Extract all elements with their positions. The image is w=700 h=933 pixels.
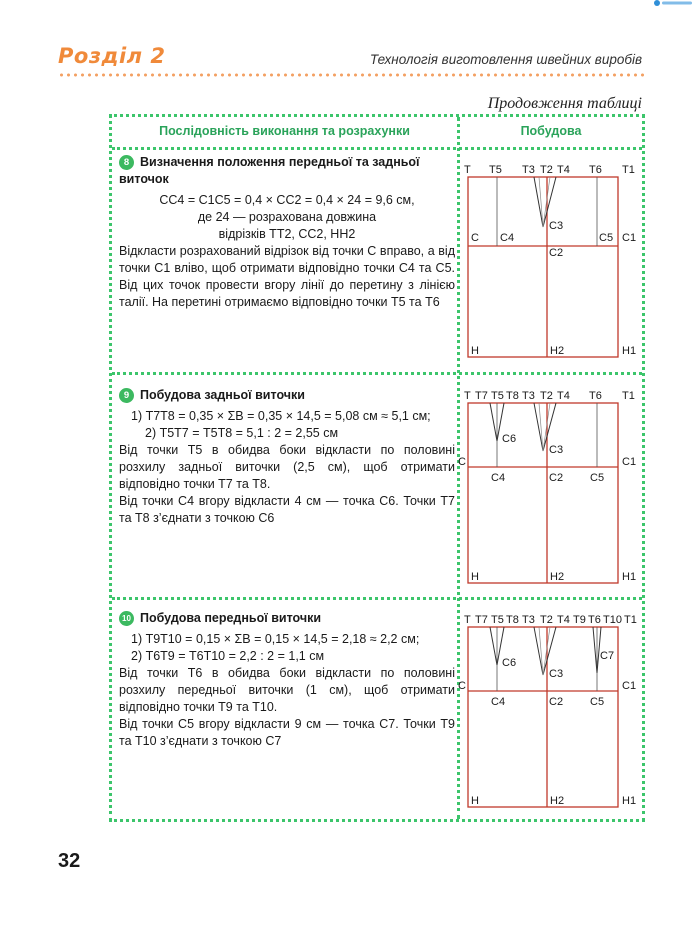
- step-number-badge: 8: [119, 155, 134, 170]
- label-T1: Т1: [624, 614, 637, 626]
- formula-line: де 24 — розрахована довжина: [197, 210, 377, 224]
- label-H1: Н1: [622, 795, 637, 807]
- label-C3: С3: [549, 668, 564, 680]
- label-T: Т: [464, 614, 471, 626]
- construction-table: [109, 114, 645, 822]
- label-C: С: [471, 232, 479, 244]
- step-title: [119, 154, 455, 188]
- label-T6: Т6: [588, 614, 601, 626]
- label-T5: Т5: [489, 164, 502, 176]
- label-C3: С3: [549, 444, 564, 456]
- label-T7: Т7: [475, 390, 488, 402]
- header-row-divider: [112, 147, 642, 150]
- step-number-badge: 10: [119, 611, 134, 626]
- table-continuation-label: Продовження таблиці: [487, 95, 642, 112]
- step-title: [119, 387, 455, 404]
- label-H2: Н2: [550, 795, 565, 807]
- pattern-drawing-1: [464, 161, 644, 361]
- label-H2: Н2: [550, 345, 565, 357]
- label-C1: С1: [622, 232, 637, 244]
- label-T8: Т8: [506, 390, 519, 402]
- step-10-text: [119, 610, 455, 750]
- label-T8: Т8: [506, 614, 519, 626]
- label-C4: С4: [491, 472, 506, 484]
- page-number: 32: [58, 850, 81, 872]
- step-description: Від точки С5 вгору відкласти 9 см — точка С7. Точки Т9 та Т10 з’єднати з точкою С7: [119, 717, 455, 748]
- label-T10: Т10: [603, 614, 622, 626]
- label-T: Т: [464, 390, 471, 402]
- label-C2: С2: [549, 247, 564, 259]
- pattern-drawing-2: [458, 389, 644, 589]
- step-title-text: Побудова передньої виточки: [140, 611, 322, 625]
- label-H: Н: [471, 571, 479, 583]
- label-T9: Т9: [573, 614, 586, 626]
- label-T2: Т2: [540, 164, 553, 176]
- label-C4: С4: [491, 696, 506, 708]
- step-title-text: Побудова задньої виточки: [140, 388, 305, 402]
- row-divider: [112, 372, 642, 375]
- label-C7: С7: [600, 650, 615, 662]
- label-H2: Н2: [550, 571, 565, 583]
- label-T1: Т1: [622, 164, 635, 176]
- label-T4: Т4: [557, 390, 570, 402]
- label-C2: С2: [549, 696, 564, 708]
- topic-title: Технологія виготовлення швейних виробів: [369, 52, 642, 67]
- step-description: Від точки С4 вгору відкласти 4 см — точка С6. Точки Т7 та Т8 з’єднати з точкою С6: [119, 494, 455, 525]
- label-T6: Т6: [589, 164, 602, 176]
- label-C1: С1: [622, 680, 637, 692]
- formula-line: СС4 = С1С5 = 0,4 × СС2 = 0,4 × 24 = 9,6 см,: [159, 193, 415, 207]
- label-T3: Т3: [522, 164, 535, 176]
- label-H: Н: [471, 345, 479, 357]
- label-T3: Т3: [522, 614, 535, 626]
- label-C6: С6: [502, 657, 517, 669]
- corner-logo-icon: [654, 0, 694, 6]
- label-T5: Т5: [491, 390, 504, 402]
- label-T7: Т7: [475, 614, 488, 626]
- label-H: Н: [471, 795, 479, 807]
- label-C5: С5: [599, 232, 614, 244]
- section-title: Розділ 2: [58, 44, 166, 68]
- label-H1: Н1: [622, 345, 637, 357]
- label-C5: С5: [590, 696, 605, 708]
- step-title: [119, 610, 455, 627]
- label-T2: Т2: [540, 390, 553, 402]
- column-header-construction: Побудова: [520, 124, 582, 138]
- step-title-text: Визначення положення передньої та задньої виточок: [119, 155, 420, 186]
- formula-line: 1) Т7Т8 = 0,35 × ΣВ = 0,35 × 14,5 = 5,08 см ≈ 5,1 см;: [131, 409, 431, 423]
- label-C5: С5: [590, 472, 605, 484]
- label-T2: Т2: [540, 614, 553, 626]
- label-C: С: [458, 456, 466, 468]
- step-9-text: [119, 387, 455, 527]
- step-8-text: [119, 154, 455, 311]
- step-description: Від точки Т5 в обидва боки відкласти по половині розхилу задньої виточки (2,5 см), щоб отримати відповідно точки Т7 та Т8.: [119, 443, 455, 491]
- header-divider: [58, 73, 644, 77]
- label-H1: Н1: [622, 571, 637, 583]
- label-T1: Т1: [622, 390, 635, 402]
- row-divider: [112, 597, 642, 600]
- label-T4: Т4: [557, 164, 570, 176]
- pattern-drawing-3: [458, 613, 644, 813]
- label-T6: Т6: [589, 390, 602, 402]
- formula-line: 1) Т9Т10 = 0,15 × ΣВ = 0,15 × 14,5 = 2,18 ≈ 2,2 см;: [131, 632, 420, 646]
- formula-line: відрізків ТТ2, СС2, НН2: [218, 227, 356, 241]
- label-T4: Т4: [557, 614, 570, 626]
- formula-line: 2) Т5Т7 = Т5Т8 = 5,1 : 2 = 2,55 см: [145, 426, 339, 440]
- label-T3: Т3: [522, 390, 535, 402]
- step-description: Відкласти розрахований відрізок від точки С вправо, а від точки С1 вліво, щоб отримати відповідно точки С4 та С5. Від цих точок провести вгору лінії до перетину з лінією талії. На перетині отримаємо відповідно точки Т5 та Т6: [119, 244, 455, 309]
- column-header-sequence: Послідовність виконання та розрахунки: [159, 124, 410, 138]
- label-C4: С4: [500, 232, 515, 244]
- step-description: Від точки Т6 в обидва боки відкласти по половині розхилу передньої виточки (1 см), щоб отримати відповідно точки Т9 та Т10.: [119, 666, 455, 714]
- label-T: Т: [464, 164, 471, 176]
- label-C2: С2: [549, 472, 564, 484]
- label-C3: С3: [549, 220, 564, 232]
- label-C6: С6: [502, 433, 517, 445]
- step-number-badge: 9: [119, 388, 134, 403]
- column-divider: [457, 117, 460, 819]
- label-T5: Т5: [491, 614, 504, 626]
- formula-line: 2) Т6Т9 = Т6Т10 = 2,2 : 2 = 1,1 см: [131, 649, 325, 663]
- label-C1: С1: [622, 456, 637, 468]
- label-C: С: [458, 680, 466, 692]
